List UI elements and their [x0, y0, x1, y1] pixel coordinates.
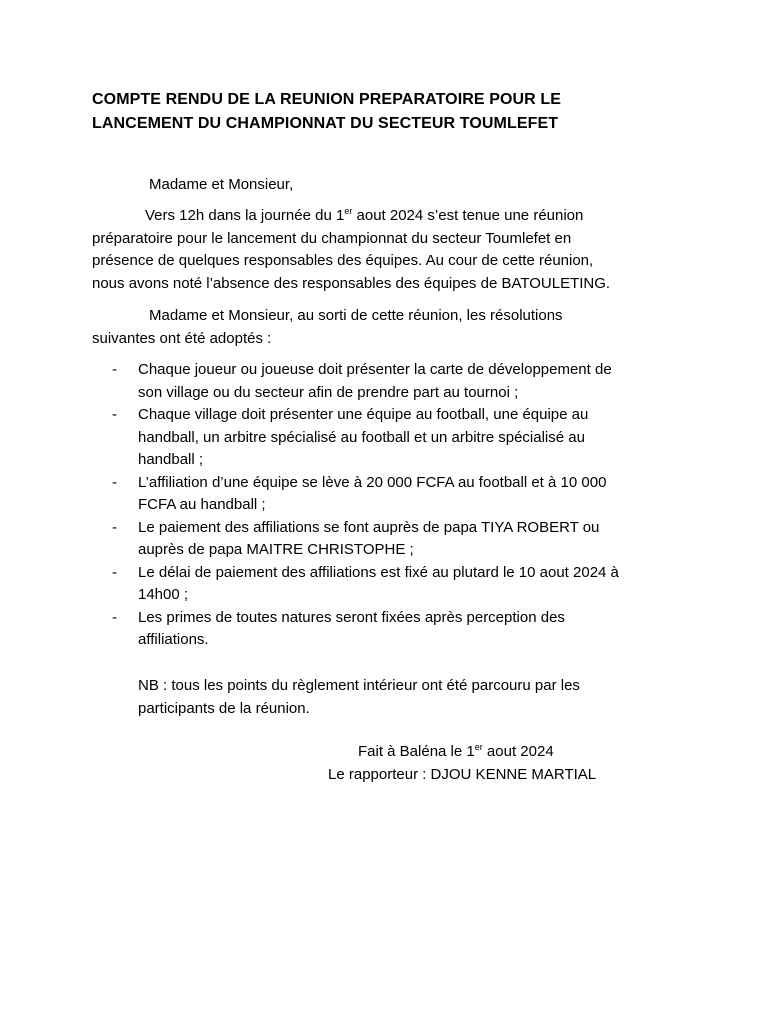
paragraph-intro — [92, 205, 682, 295]
list-item-line: FCFA au handball ; — [138, 496, 266, 513]
text-segment: Fait à Baléna le 1 — [358, 743, 475, 760]
list-item — [112, 472, 682, 517]
title-line: LANCEMENT DU CHAMPIONNAT DU SECTEUR TOUMLEFET — [92, 115, 559, 132]
list-item-line: L’affiliation d’une équipe se lève à 20 000 FCFA au football et à 10 000 — [138, 473, 607, 491]
list-item-line: Chaque village doit présenter une équipe au football, une équipe au — [138, 406, 589, 423]
list-item — [112, 404, 682, 472]
bullet-dash: - — [112, 608, 117, 626]
list-item-line: handball, un arbitre spécialisé au football et un arbitre spécialisé au — [138, 428, 585, 446]
bullet-dash: - — [112, 563, 117, 581]
text-segment: aout 2024 — [482, 743, 554, 760]
list-item-line: son village ou du secteur afin de prendre part au tournoi ; — [138, 383, 519, 401]
signature-block — [328, 740, 596, 786]
list-item-line: Le délai de paiement des affiliations est fixé au plutard le 10 aout 2024 à — [138, 563, 619, 581]
bullet-dash: - — [112, 473, 117, 491]
bullet-dash: - — [112, 518, 117, 536]
bullet-dash: - — [112, 361, 117, 378]
nb-line: participants de la réunion. — [138, 699, 310, 717]
list-item-line: affiliations. — [138, 631, 209, 648]
superscript: er — [344, 206, 353, 216]
paragraph-line — [92, 205, 682, 228]
list-item-line: Le paiement des affiliations se font auprès de papa TIYA ROBERT ou — [138, 518, 600, 536]
list-item — [112, 562, 682, 607]
list-item-line: 14h00 ; — [138, 586, 189, 603]
resolutions-list — [112, 359, 682, 652]
paragraph-resolutions-intro — [92, 305, 682, 350]
bullet-dash: - — [112, 406, 117, 423]
list-item — [112, 359, 682, 404]
list-item-line: auprès de papa MAITRE CHRISTOPHE ; — [138, 541, 414, 558]
nb-line: NB : tous les points du règlement intérieur ont été parcouru par les — [138, 677, 580, 694]
nota-bene — [138, 675, 580, 720]
document-title — [92, 88, 652, 136]
superscript: er — [474, 742, 483, 752]
paragraph-line: présence de quelques responsables des équipes. Au cour de cette réunion, — [92, 252, 594, 269]
list-item-line: Les primes de toutes natures seront fixées après perception des — [138, 608, 565, 626]
list-item — [112, 517, 682, 562]
list-item — [112, 607, 682, 652]
paragraph-line: suivantes ont été adoptés : — [92, 329, 272, 347]
paragraph-line: nous avons noté l’absence des responsables des équipes de BATOULETING. — [92, 274, 611, 292]
list-item-line: handball ; — [138, 451, 204, 468]
paragraph-line: Madame et Monsieur, au sorti de cette réunion, les résolutions — [149, 307, 563, 324]
list-item-line: Chaque joueur ou joueuse doit présenter la carte de développement de — [138, 361, 612, 378]
title-line: COMPTE RENDU DE LA REUNION PREPARATOIRE POUR LE — [92, 91, 562, 108]
greeting: Madame et Monsieur, — [149, 176, 294, 193]
place-date — [328, 740, 596, 763]
text-segment: aout 2024 s’est tenue une réunion — [352, 207, 584, 224]
text-segment: Vers 12h dans la journée du 1 — [145, 207, 345, 224]
rapporteur: Le rapporteur : DJOU KENNE MARTIAL — [328, 766, 597, 783]
paragraph-line: préparatoire pour le lancement du championnat du secteur Toumlefet en — [92, 229, 572, 247]
